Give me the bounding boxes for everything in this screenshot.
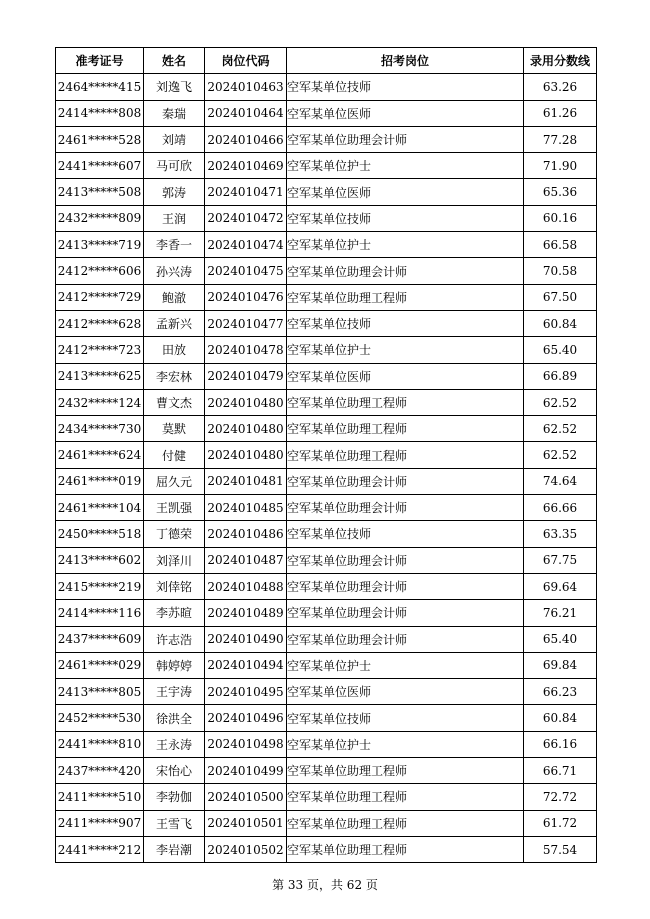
table-row	[56, 758, 597, 784]
cell-name: 刘泽川	[144, 547, 205, 573]
cell-position-code: 2024010502	[205, 836, 287, 862]
table-row	[56, 284, 597, 310]
page-number: 第 33 页，共 62 页	[272, 878, 378, 892]
cell-exam-id: 2411*****907	[56, 810, 144, 836]
cell-cutoff-score: 70.58	[524, 258, 597, 284]
cell-position: 空军某单位医师	[287, 679, 524, 705]
cell-position: 空军某单位助理会计师	[287, 126, 524, 152]
header-position: 招考岗位	[287, 48, 524, 74]
cell-name: 徐洪全	[144, 705, 205, 731]
cell-exam-id: 2461*****528	[56, 126, 144, 152]
cell-exam-id: 2461*****029	[56, 652, 144, 678]
table-row	[56, 679, 597, 705]
cell-cutoff-score: 67.50	[524, 284, 597, 310]
table-row	[56, 74, 597, 100]
cell-position: 空军某单位医师	[287, 100, 524, 126]
cell-cutoff-score: 66.23	[524, 679, 597, 705]
table-row	[56, 547, 597, 573]
cell-exam-id: 2452*****530	[56, 705, 144, 731]
cell-exam-id: 2412*****628	[56, 310, 144, 336]
cell-exam-id: 2441*****810	[56, 731, 144, 757]
cell-position-code: 2024010463	[205, 74, 287, 100]
cell-position-code: 2024010480	[205, 389, 287, 415]
cell-exam-id: 2461*****104	[56, 495, 144, 521]
cell-cutoff-score: 62.52	[524, 442, 597, 468]
cell-position: 空军某单位医师	[287, 179, 524, 205]
cell-name: 马可欣	[144, 153, 205, 179]
table-row	[56, 626, 597, 652]
cell-position: 空军某单位技师	[287, 205, 524, 231]
cell-cutoff-score: 61.72	[524, 810, 597, 836]
cell-position: 空军某单位助理工程师	[287, 758, 524, 784]
table-row	[56, 205, 597, 231]
cell-exam-id: 2450*****518	[56, 521, 144, 547]
cell-cutoff-score: 76.21	[524, 600, 597, 626]
cell-position-code: 2024010500	[205, 784, 287, 810]
cell-cutoff-score: 74.64	[524, 468, 597, 494]
table-row	[56, 126, 597, 152]
cell-position-code: 2024010464	[205, 100, 287, 126]
cell-position-code: 2024010466	[205, 126, 287, 152]
table-row	[56, 784, 597, 810]
cell-name: 宋怡心	[144, 758, 205, 784]
cell-exam-id: 2432*****809	[56, 205, 144, 231]
cell-position-code: 2024010478	[205, 337, 287, 363]
header-position-code: 岗位代码	[205, 48, 287, 74]
cell-position: 空军某单位助理会计师	[287, 600, 524, 626]
cell-name: 李宏林	[144, 363, 205, 389]
cell-position-code: 2024010476	[205, 284, 287, 310]
cell-position-code: 2024010479	[205, 363, 287, 389]
table-body	[56, 74, 597, 863]
cell-name: 郭涛	[144, 179, 205, 205]
cell-cutoff-score: 63.35	[524, 521, 597, 547]
cell-exam-id: 2413*****602	[56, 547, 144, 573]
cell-cutoff-score: 69.64	[524, 573, 597, 599]
table-row	[56, 416, 597, 442]
cell-name: 屈久元	[144, 468, 205, 494]
cell-position-code: 2024010472	[205, 205, 287, 231]
cell-exam-id: 2412*****606	[56, 258, 144, 284]
table-row	[56, 363, 597, 389]
table-row	[56, 389, 597, 415]
table-row	[56, 652, 597, 678]
cell-position-code: 2024010501	[205, 810, 287, 836]
cell-cutoff-score: 57.54	[524, 836, 597, 862]
table-row	[56, 731, 597, 757]
cell-name: 李香一	[144, 232, 205, 258]
cell-cutoff-score: 65.36	[524, 179, 597, 205]
cell-position: 空军某单位护士	[287, 337, 524, 363]
cell-exam-id: 2413*****719	[56, 232, 144, 258]
cell-name: 李岩潮	[144, 836, 205, 862]
cell-position: 空军某单位助理会计师	[287, 626, 524, 652]
cell-name: 王凯强	[144, 495, 205, 521]
cell-position: 空军某单位助理工程师	[287, 784, 524, 810]
table-row	[56, 468, 597, 494]
cell-exam-id: 2412*****729	[56, 284, 144, 310]
cell-name: 孙兴涛	[144, 258, 205, 284]
cell-exam-id: 2413*****508	[56, 179, 144, 205]
cell-cutoff-score: 63.26	[524, 74, 597, 100]
header-exam-id: 准考证号	[56, 48, 144, 74]
cell-position: 空军某单位助理会计师	[287, 573, 524, 599]
cell-cutoff-score: 69.84	[524, 652, 597, 678]
cell-position-code: 2024010485	[205, 495, 287, 521]
cell-position: 空军某单位技师	[287, 74, 524, 100]
cell-exam-id: 2461*****019	[56, 468, 144, 494]
cell-position: 空军某单位助理工程师	[287, 810, 524, 836]
cell-name: 王宇涛	[144, 679, 205, 705]
cell-position-code: 2024010495	[205, 679, 287, 705]
cell-cutoff-score: 60.84	[524, 705, 597, 731]
header-cutoff-score: 录用分数线	[524, 48, 597, 74]
table-header-row	[56, 48, 597, 74]
cell-exam-id: 2464*****415	[56, 74, 144, 100]
cell-position-code: 2024010469	[205, 153, 287, 179]
cell-exam-id: 2411*****510	[56, 784, 144, 810]
cell-position: 空军某单位助理工程师	[287, 416, 524, 442]
cell-position: 空军某单位护士	[287, 652, 524, 678]
cell-exam-id: 2432*****124	[56, 389, 144, 415]
cell-cutoff-score: 72.72	[524, 784, 597, 810]
cell-cutoff-score: 66.89	[524, 363, 597, 389]
cell-position-code: 2024010487	[205, 547, 287, 573]
cell-cutoff-score: 77.28	[524, 126, 597, 152]
cell-name: 田放	[144, 337, 205, 363]
cell-exam-id: 2441*****607	[56, 153, 144, 179]
cell-name: 韩婷婷	[144, 652, 205, 678]
cell-name: 鲍澈	[144, 284, 205, 310]
cell-position-code: 2024010489	[205, 600, 287, 626]
cell-exam-id: 2414*****116	[56, 600, 144, 626]
cell-position: 空军某单位助理会计师	[287, 468, 524, 494]
cell-name: 孟新兴	[144, 310, 205, 336]
cell-name: 王永涛	[144, 731, 205, 757]
cell-cutoff-score: 66.66	[524, 495, 597, 521]
cell-name: 李勃伽	[144, 784, 205, 810]
cell-position-code: 2024010474	[205, 232, 287, 258]
cell-position: 空军某单位助理工程师	[287, 442, 524, 468]
cell-position: 空军某单位护士	[287, 232, 524, 258]
table-row	[56, 836, 597, 862]
cell-position: 空军某单位医师	[287, 363, 524, 389]
cell-exam-id: 2414*****808	[56, 100, 144, 126]
cell-position-code: 2024010477	[205, 310, 287, 336]
cell-name: 李苏暄	[144, 600, 205, 626]
cell-name: 莫默	[144, 416, 205, 442]
cell-name: 丁德荣	[144, 521, 205, 547]
cell-position-code: 2024010496	[205, 705, 287, 731]
cell-position-code: 2024010475	[205, 258, 287, 284]
cell-cutoff-score: 66.58	[524, 232, 597, 258]
cell-exam-id: 2413*****805	[56, 679, 144, 705]
cell-position-code: 2024010488	[205, 573, 287, 599]
table-row	[56, 600, 597, 626]
cell-cutoff-score: 62.52	[524, 416, 597, 442]
cell-name: 刘逸飞	[144, 74, 205, 100]
cell-position: 空军某单位助理会计师	[287, 258, 524, 284]
cell-name: 许志浩	[144, 626, 205, 652]
cell-exam-id: 2413*****625	[56, 363, 144, 389]
cell-cutoff-score: 66.71	[524, 758, 597, 784]
cell-position-code: 2024010486	[205, 521, 287, 547]
cell-position-code: 2024010480	[205, 416, 287, 442]
cell-position: 空军某单位护士	[287, 731, 524, 757]
cell-exam-id: 2434*****730	[56, 416, 144, 442]
cell-exam-id: 2412*****723	[56, 337, 144, 363]
table-row	[56, 705, 597, 731]
cell-position-code: 2024010471	[205, 179, 287, 205]
cell-position: 空军某单位助理工程师	[287, 836, 524, 862]
table-row	[56, 153, 597, 179]
cell-cutoff-score: 62.52	[524, 389, 597, 415]
table-row	[56, 258, 597, 284]
cell-position: 空军某单位助理会计师	[287, 547, 524, 573]
cell-exam-id: 2415*****219	[56, 573, 144, 599]
cell-position: 空军某单位技师	[287, 705, 524, 731]
table-row	[56, 337, 597, 363]
cell-position-code: 2024010490	[205, 626, 287, 652]
cell-name: 秦瑞	[144, 100, 205, 126]
table-row	[56, 810, 597, 836]
table-row	[56, 521, 597, 547]
cell-position: 空军某单位技师	[287, 521, 524, 547]
cell-name: 付健	[144, 442, 205, 468]
score-table	[55, 47, 597, 863]
cell-exam-id: 2441*****212	[56, 836, 144, 862]
cell-position-code: 2024010494	[205, 652, 287, 678]
cell-cutoff-score: 65.40	[524, 337, 597, 363]
cell-exam-id: 2437*****420	[56, 758, 144, 784]
cell-cutoff-score: 66.16	[524, 731, 597, 757]
cell-position-code: 2024010481	[205, 468, 287, 494]
cell-cutoff-score: 71.90	[524, 153, 597, 179]
cell-cutoff-score: 67.75	[524, 547, 597, 573]
table-row	[56, 495, 597, 521]
cell-position: 空军某单位助理工程师	[287, 389, 524, 415]
table-row	[56, 232, 597, 258]
cell-position-code: 2024010498	[205, 731, 287, 757]
cell-cutoff-score: 60.16	[524, 205, 597, 231]
table-row	[56, 442, 597, 468]
table-row	[56, 573, 597, 599]
cell-position-code: 2024010499	[205, 758, 287, 784]
cell-name: 王雪飞	[144, 810, 205, 836]
header-name: 姓名	[144, 48, 205, 74]
cell-cutoff-score: 60.84	[524, 310, 597, 336]
table-row	[56, 310, 597, 336]
cell-position: 空军某单位助理会计师	[287, 495, 524, 521]
table-row	[56, 100, 597, 126]
cell-name: 刘靖	[144, 126, 205, 152]
cell-cutoff-score: 61.26	[524, 100, 597, 126]
cell-name: 曹文杰	[144, 389, 205, 415]
cell-cutoff-score: 65.40	[524, 626, 597, 652]
cell-position: 空军某单位技师	[287, 310, 524, 336]
cell-name: 王润	[144, 205, 205, 231]
cell-position: 空军某单位护士	[287, 153, 524, 179]
cell-position-code: 2024010480	[205, 442, 287, 468]
cell-exam-id: 2461*****624	[56, 442, 144, 468]
table-row	[56, 179, 597, 205]
cell-exam-id: 2437*****609	[56, 626, 144, 652]
cell-name: 刘倖铭	[144, 573, 205, 599]
cell-position: 空军某单位助理工程师	[287, 284, 524, 310]
